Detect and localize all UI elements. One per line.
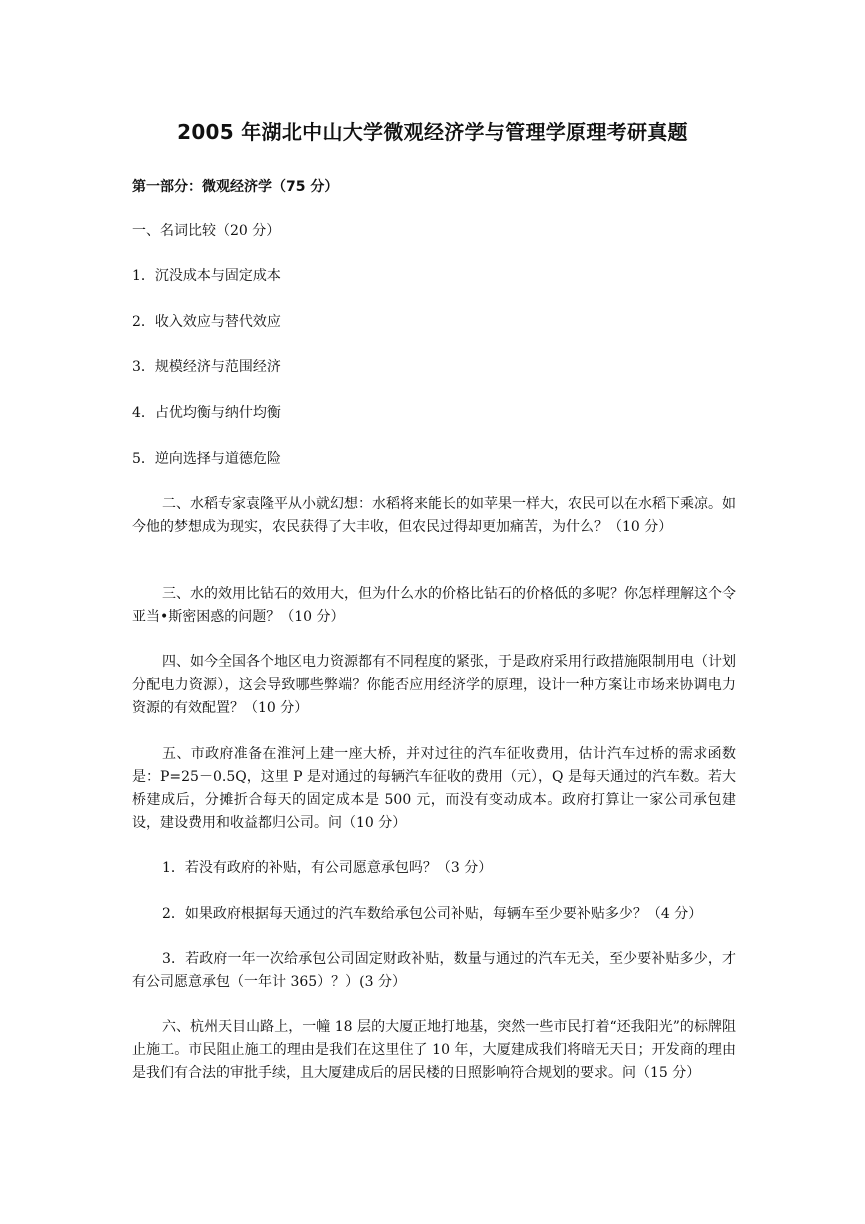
question-3: 三、水的效用比钻石的效用大，但为什么水的价格比钻石的价格低的多呢？你怎样理解这个令亚当•斯密困惑的问题？（10 分） xyxy=(132,586,736,625)
question-6: 六、杭州天目山路上，一幢 18 层的大厦正地打地基，突然一些市民打着“还我阳光”的标牌阻止施工。市民阻止施工的理由是我们在这里住了 10 年，大厦建成我们将暗无天日；开发商的理由是我们有合法的审批手续，且大厦建成后的居民楼的日照影响符合规划的要求。问（15 分） xyxy=(132,1019,736,1081)
question-5-sub-3: 3．若政府一年一次给承包公司固定财政补贴，数量与通过的汽车无关，至少要补贴多少，才有公司愿意承包（一年计 365）？）(3 分） xyxy=(132,951,736,990)
list-item: 1．沉没成本与固定成本 xyxy=(132,268,281,284)
question-5-sub-1: 1．若没有政府的补贴，有公司愿意承包吗？（3 分） xyxy=(162,860,493,876)
list-item: 5．逆向选择与道德危险 xyxy=(132,451,281,467)
question-5: 五、市政府准备在淮河上建一座大桥，并对过往的汽车征收费用，估计汽车过桥的需求函数是：P=25－0.5Q，这里 P 是对通过的每辆汽车征收的费用（元），Q 是每天通过的汽车数。若大桥建成后，分摊折合每天的固定成本是 500 元，而没有变动成本。政府打算让一家公司承包建设，建设费用和收益都归公司。问（10 分） xyxy=(132,746,736,831)
question-2: 二、水稻专家袁隆平从小就幻想：水稻将来能长的如苹果一样大，农民可以在水稻下乘凉。如今他的梦想成为现实，农民获得了大丰收，但农民过得却更加痛苦，为什么？（10 分） xyxy=(132,496,736,535)
list-item: 4．占优均衡与纳什均衡 xyxy=(132,405,281,421)
question-4: 四、如今全国各个地区电力资源都有不同程度的紧张，于是政府采用行政措施限制用电（计划分配电力资源），这会导致哪些弊端？你能否应用经济学的原理，设计一种方案让市场来协调电力资源的有效配置？（10 分） xyxy=(132,654,736,716)
part1-heading: 第一部分：微观经济学（75 分） xyxy=(132,179,339,195)
list-item: 3．规模经济与范围经济 xyxy=(132,359,281,375)
document-title: 2005 年湖北中山大学微观经济学与管理学原理考研真题 xyxy=(177,120,688,144)
list-item: 2．收入效应与替代效应 xyxy=(132,314,281,330)
section1-heading: 一、名词比较（20 分） xyxy=(132,223,281,239)
question-5-sub-2: 2．如果政府根据每天通过的汽车数给承包公司补贴，每辆车至少要补贴多少？（4 分） xyxy=(162,906,703,922)
